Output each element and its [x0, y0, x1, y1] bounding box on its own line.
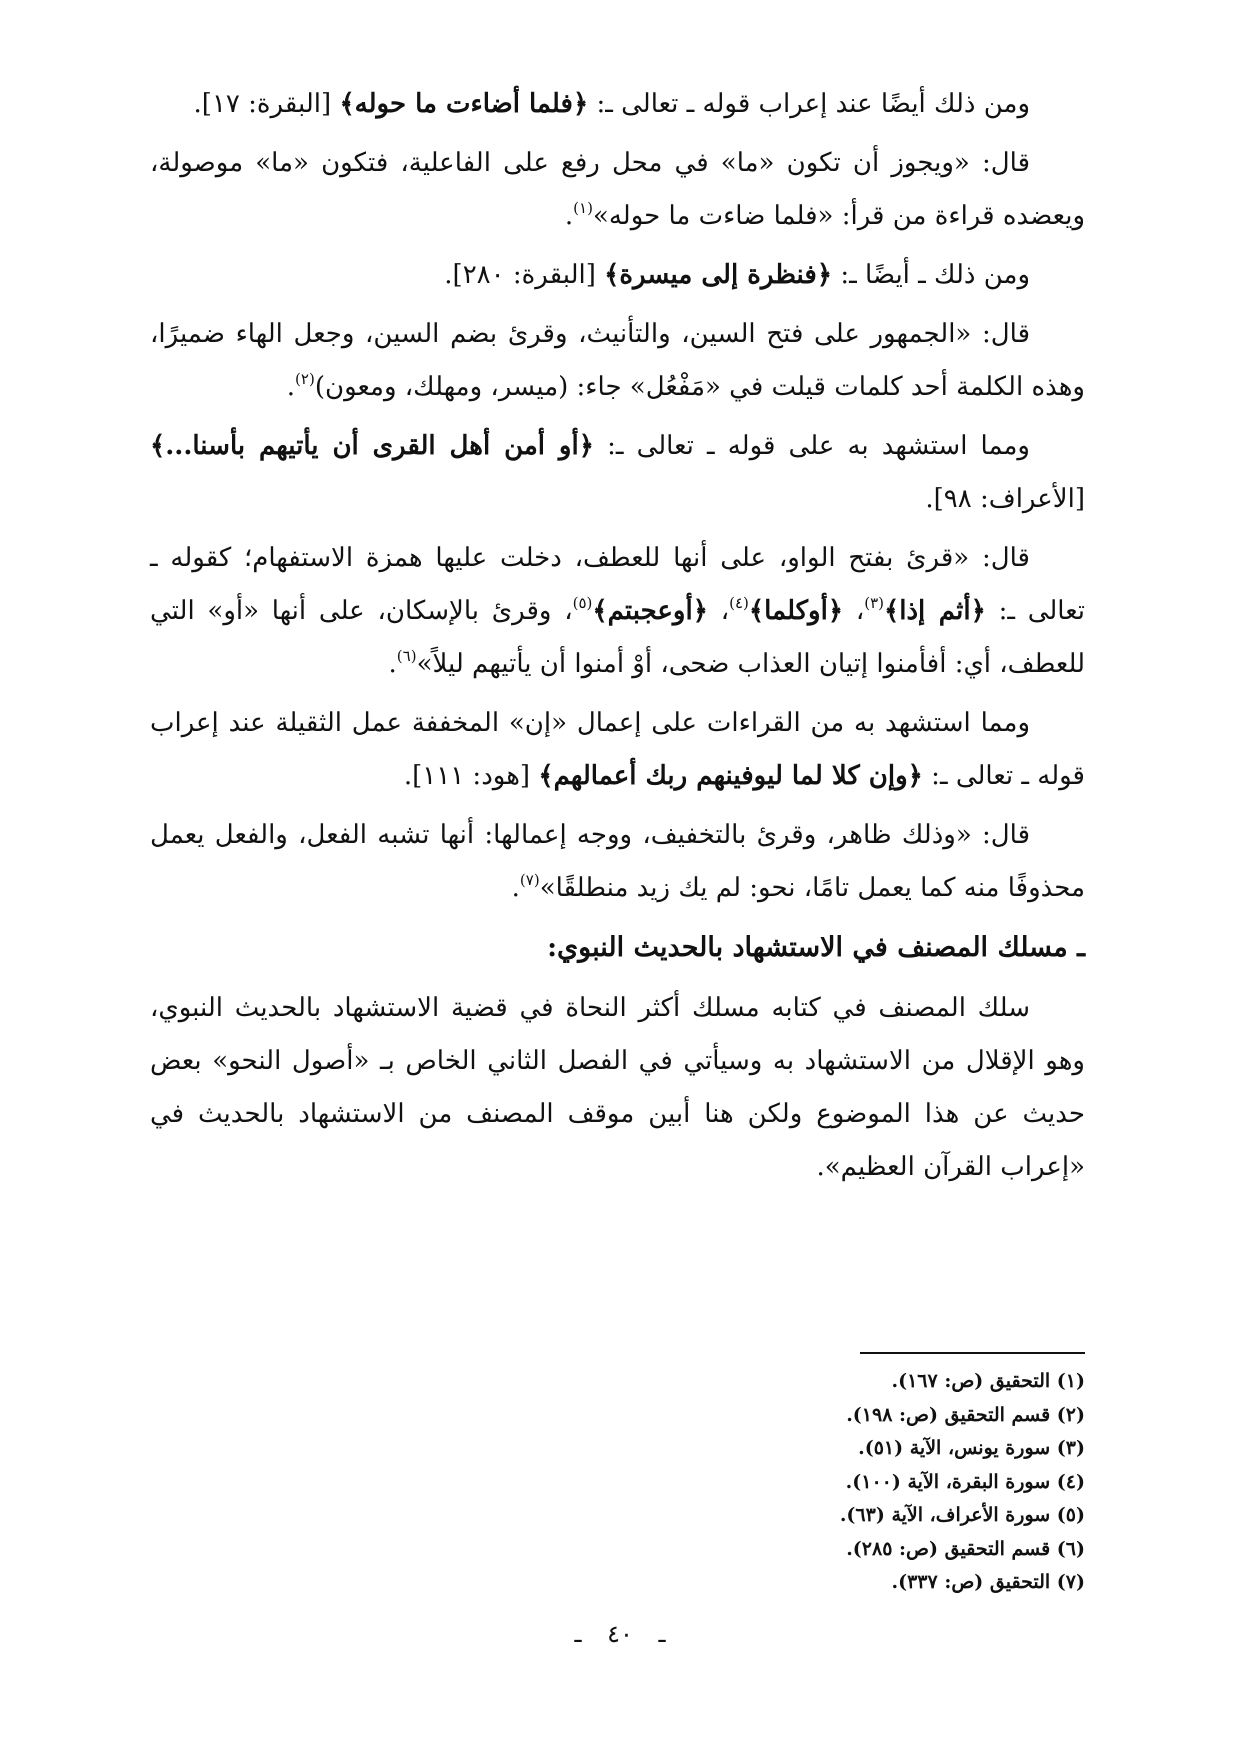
footnote-ref: (٣) — [864, 594, 884, 612]
footnote-ref: (٧) — [519, 871, 540, 889]
quran-quote: ﴿أثم إذا﴾ — [884, 596, 986, 626]
quran-quote: ﴿فلما أضاءت ما حوله﴾ — [339, 89, 589, 119]
footnote: (٢) قسم التحقيق (ص: ١٩٨). — [846, 1403, 1085, 1426]
text-run: [البقرة: ٢٨٠]. — [444, 260, 605, 290]
text-run: [البقرة: ١٧]. — [193, 89, 340, 119]
footnote-divider — [860, 1352, 1085, 1354]
text-run: قال: «قرئ بفتح الواو، على أنها للعطف، دخلت عليها همزة الاستفهام؛ كقوله ـ تعالى ـ: — [150, 543, 1086, 626]
footnote-ref: (١) — [573, 199, 593, 217]
text-run: ، وقرئ بالإسكان، على أنها «أو» التي للعطف، أي: أفأمنوا إتيان العذاب ضحى، أوْ أمنوا أن يأتيهم ليلاً» — [150, 596, 1085, 679]
quran-quote: ﴿أو أمن أهل القرى أن يأتيهم بأسنا...﴾ — [150, 431, 594, 461]
text-run: ، — [843, 596, 865, 626]
text-run: . — [286, 372, 296, 402]
main-text — [150, 78, 1085, 1200]
footnote-ref: (٤) — [729, 594, 749, 612]
text-run: ومما استشهد به من القراءات على إعمال «إن» المخففة عمل الثقيلة عند إعراب قوله ـ تعالى ـ: — [150, 708, 1085, 791]
paragraph — [150, 420, 1085, 526]
text-run: [هود: ١١١]. — [403, 761, 539, 791]
footnote: (٤) سورة البقرة، الآية (١٠٠). — [845, 1470, 1085, 1493]
footnote: (١) التحقيق (ص: ١٦٧). — [891, 1370, 1085, 1392]
page-number: ـ ٤٠ ـ — [574, 1620, 666, 1648]
quran-quote: ﴿أوعجبتم﴾ — [592, 596, 708, 626]
text-run: [الأعراف: ٩٨]. — [925, 484, 1085, 514]
paragraph — [150, 982, 1085, 1194]
paragraph — [150, 809, 1085, 915]
text-run: سلك المصنف في كتابه مسلك أكثر النحاة في قضية الاستشهاد بالحديث النبوي، وهو الإقلال من الاستشهاد به وسيأتي في الفصل الثاني الخاص بـ «أصول النحو» بعض حديث عن هذا الموضوع ولكن هنا أبين موقف المصنف من الاستشهاد بالحديث في «إعراب القرآن العظيم». — [150, 993, 1085, 1182]
text-run: ومن ذلك أيضًا عند إعراب قوله ـ تعالى ـ: — [588, 89, 1030, 119]
text-run: ، — [707, 596, 730, 626]
footnotes — [700, 1365, 1085, 1600]
paragraph — [150, 137, 1085, 243]
text-run: قال: «وذلك ظاهر، وقرئ بالتخفيف، ووجه إعمالها: أنها تشبه الفعل، والفعل يعمل محذوفًا منه كما يعمل تامًا، نحو: لم يك زيد منطلقًا» — [150, 820, 1085, 903]
quran-quote: ﴿فنظرة إلى ميسرة﴾ — [604, 260, 833, 290]
text-run: قال: «ويجوز أن تكون «ما» في محل رفع على الفاعلية، فتكون «ما» موصولة، ويعضده قراءة من قرأ: «فلما ضاءت ما حوله» — [150, 148, 1085, 231]
text-run: . — [564, 201, 574, 231]
quran-quote: ﴿وإن كلا لما ليوفينهم ربك أعمالهم﴾ — [538, 761, 923, 791]
text-run: . — [388, 649, 397, 679]
footnote-ref: (٦) — [396, 647, 417, 665]
paragraph — [150, 78, 1085, 131]
text-run: . — [511, 873, 520, 903]
section-heading: ـ مسلك المصنف في الاستشهاد بالحديث النبوي: — [547, 932, 1085, 963]
footnote: (٧) التحقيق (ص: ٣٣٧). — [891, 1571, 1085, 1593]
text-run: قال: «الجمهور على فتح السين، والتأنيث، وقرئ بضم السين، وجعل الهاء ضميرًا، وهذه الكلمة أحد كلمات قيلت في «مَفْعُل» جاء: (ميسر، ومهلك، ومعون) — [150, 319, 1085, 402]
footnote-ref: (٥) — [572, 594, 593, 612]
paragraph — [150, 249, 1085, 302]
paragraph — [150, 308, 1085, 414]
footnote: (٥) سورة الأعراف، الآية (٦٣). — [839, 1504, 1085, 1526]
footnote: (٣) سورة يونس، الآية (٥١). — [858, 1437, 1085, 1459]
text-run: ومن ذلك ـ أيضًا ـ: — [832, 260, 1030, 290]
paragraph — [150, 532, 1085, 691]
paragraph — [150, 697, 1085, 803]
footnote: (٦) قسم التحقيق (ص: ٢٨٥). — [846, 1537, 1085, 1560]
footnote-ref: (٢) — [295, 370, 315, 388]
quran-quote: ﴿أوكلما﴾ — [748, 596, 844, 626]
text-run: ومما استشهد به على قوله ـ تعالى ـ: — [593, 431, 1030, 461]
